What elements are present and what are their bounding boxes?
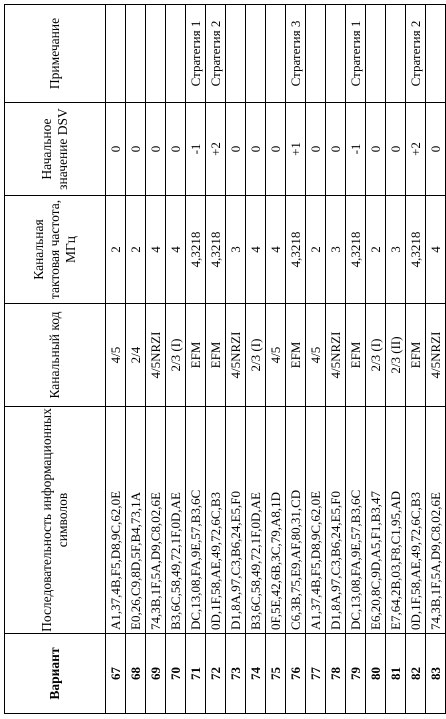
variant-cell: 77 xyxy=(306,634,326,714)
note-cell xyxy=(126,5,146,103)
table-row xyxy=(126,5,146,714)
note-cell xyxy=(246,5,266,103)
header-row xyxy=(5,5,106,714)
channel-code-cell: EFM xyxy=(206,304,226,407)
variant-cell: 71 xyxy=(186,634,206,714)
sequence-cell: B3,6C,58,49,72,1F,0D,AE xyxy=(246,407,266,634)
sequence-cell: A1,37,4B,F5,D8,9C,62,0E xyxy=(306,407,326,634)
clock-frequency-cell: 3 xyxy=(386,196,406,304)
variant-cell: 69 xyxy=(146,634,166,714)
clock-frequency-cell: 4,3218 xyxy=(346,196,366,304)
table-row xyxy=(326,5,346,714)
table-row xyxy=(306,5,326,714)
table-row xyxy=(266,5,286,714)
initial-dsv-cell: 0 xyxy=(366,103,386,196)
variant-cell: 80 xyxy=(366,634,386,714)
table-row xyxy=(346,5,366,714)
sequence-cell: E6,20,8C,9D,A5,F1,B3,47 xyxy=(366,407,386,634)
initial-dsv-cell: 0 xyxy=(146,103,166,196)
channel-code-cell: 2/4 xyxy=(126,304,146,407)
sequence-cell: DC,13,08,FA,9E,57,B3,6C xyxy=(346,407,366,634)
table-row xyxy=(246,5,266,714)
variant-cell: 70 xyxy=(166,634,186,714)
clock-frequency-cell: 4,3218 xyxy=(186,196,206,304)
channel-code-cell: 4/5 xyxy=(106,304,126,407)
initial-dsv-cell: 0 xyxy=(386,103,406,196)
initial-dsv-cell: 0 xyxy=(426,103,446,196)
clock-frequency-cell: 4 xyxy=(166,196,186,304)
variants-table xyxy=(4,4,446,714)
channel-code-cell: 2/3 (I) xyxy=(166,304,186,407)
sequence-cell: 0F,5E,42,6B,3C,79,A8,1D xyxy=(266,407,286,634)
variant-cell: 79 xyxy=(346,634,366,714)
table-row xyxy=(206,5,226,714)
table-row xyxy=(406,5,426,714)
initial-dsv-cell: 0 xyxy=(266,103,286,196)
channel-code-cell: 4/5 xyxy=(266,304,286,407)
clock-frequency-cell: 4 xyxy=(266,196,286,304)
sequence-cell: E7,64,2B,03,F8,C1,95,AD xyxy=(386,407,406,634)
note-cell xyxy=(326,5,346,103)
clock-frequency-cell: 4 xyxy=(146,196,166,304)
note-cell: Стратегия 1 xyxy=(186,5,206,103)
sequence-cell: C6,3B,75,E9,AF,80,31,CD xyxy=(286,407,306,634)
table-row xyxy=(366,5,386,714)
channel-code-cell: EFM xyxy=(406,304,426,407)
variant-cell: 76 xyxy=(286,634,306,714)
note-cell: Стратегия 2 xyxy=(206,5,226,103)
channel-code-cell: EFM xyxy=(346,304,366,407)
table-row xyxy=(386,5,406,714)
table-row xyxy=(106,5,126,714)
sequence-cell: 0D,1F,58,AE,49,72,6C,B3 xyxy=(206,407,226,634)
clock-frequency-cell: 2 xyxy=(306,196,326,304)
variant-cell: 83 xyxy=(426,634,446,714)
sequence-cell: E0,26,C9,8D,5F,B4,73,1A xyxy=(126,407,146,634)
initial-dsv-cell: 0 xyxy=(126,103,146,196)
header-note: Примечание xyxy=(5,5,106,103)
initial-dsv-cell: 0 xyxy=(226,103,246,196)
channel-code-cell: 4/5NRZI xyxy=(326,304,346,407)
variant-cell: 74 xyxy=(246,634,266,714)
sequence-cell: 74,3B,1F,5A,D9,C8,02,6E xyxy=(146,407,166,634)
variant-cell: 68 xyxy=(126,634,146,714)
channel-code-cell: 4/5NRZI xyxy=(226,304,246,407)
clock-frequency-cell: 4,3218 xyxy=(406,196,426,304)
initial-dsv-cell: +2 xyxy=(206,103,226,196)
variant-cell: 81 xyxy=(386,634,406,714)
sequence-cell: B3,6C,58,49,72,1F,0D,AE xyxy=(166,407,186,634)
note-cell xyxy=(426,5,446,103)
note-cell xyxy=(166,5,186,103)
note-cell xyxy=(366,5,386,103)
note-cell xyxy=(266,5,286,103)
clock-frequency-cell: 2 xyxy=(106,196,126,304)
header-initial-dsv: Начальное значение DSV xyxy=(5,103,106,196)
channel-code-cell: 4/5NRZI xyxy=(146,304,166,407)
clock-frequency-cell: 4,3218 xyxy=(286,196,306,304)
initial-dsv-cell: 0 xyxy=(306,103,326,196)
initial-dsv-cell: 0 xyxy=(106,103,126,196)
note-cell xyxy=(146,5,166,103)
table-row xyxy=(166,5,186,714)
clock-frequency-cell: 3 xyxy=(226,196,246,304)
sequence-cell: DC,13,08,FA,9E,57,B3,6C xyxy=(186,407,206,634)
initial-dsv-cell: -1 xyxy=(186,103,206,196)
initial-dsv-cell: 0 xyxy=(326,103,346,196)
note-cell xyxy=(106,5,126,103)
variant-cell: 72 xyxy=(206,634,226,714)
header-channel-code: Канальный код xyxy=(5,304,106,407)
sequence-cell: 74,3B,1F,5A,D9,C8,02,6E xyxy=(426,407,446,634)
sequence-cell: D1,8A,97,C3,B6,24,E5,F0 xyxy=(226,407,246,634)
variant-cell: 78 xyxy=(326,634,346,714)
table-row xyxy=(426,5,446,714)
table-row xyxy=(226,5,246,714)
note-cell: Стратегия 3 xyxy=(286,5,306,103)
header-variant: Вариант xyxy=(5,634,106,714)
header-clock-frequency: Канальная тактовая частота, МГц xyxy=(5,196,106,304)
channel-code-cell: EFM xyxy=(186,304,206,407)
channel-code-cell: 2/3 (I) xyxy=(246,304,266,407)
clock-frequency-cell: 4 xyxy=(426,196,446,304)
channel-code-cell: 2/3 (II) xyxy=(386,304,406,407)
channel-code-cell: 4/5 xyxy=(306,304,326,407)
note-cell xyxy=(226,5,246,103)
table-row xyxy=(146,5,166,714)
clock-frequency-cell: 2 xyxy=(126,196,146,304)
variant-cell: 82 xyxy=(406,634,426,714)
channel-code-cell: EFM xyxy=(286,304,306,407)
initial-dsv-cell: 0 xyxy=(166,103,186,196)
clock-frequency-cell: 4 xyxy=(246,196,266,304)
sequence-cell: D1,8A,97,C3,B6,24,E5,F0 xyxy=(326,407,346,634)
variant-cell: 73 xyxy=(226,634,246,714)
clock-frequency-cell: 4,3218 xyxy=(206,196,226,304)
initial-dsv-cell: +1 xyxy=(286,103,306,196)
note-cell: Стратегия 1 xyxy=(346,5,366,103)
variant-cell: 75 xyxy=(266,634,286,714)
table-row xyxy=(286,5,306,714)
note-cell: Стратегия 2 xyxy=(406,5,426,103)
note-cell xyxy=(386,5,406,103)
table-row xyxy=(186,5,206,714)
header-sequence: Последовательность информационных символов xyxy=(5,407,106,634)
sequence-cell: A1,37,4B,F5,D8,9C,62,0E xyxy=(106,407,126,634)
sequence-cell: 0D,1F,58,AE,49,72,6C,B3 xyxy=(406,407,426,634)
note-cell xyxy=(306,5,326,103)
variant-cell: 67 xyxy=(106,634,126,714)
initial-dsv-cell: 0 xyxy=(246,103,266,196)
channel-code-cell: 2/3 (I) xyxy=(366,304,386,407)
initial-dsv-cell: -1 xyxy=(346,103,366,196)
clock-frequency-cell: 2 xyxy=(366,196,386,304)
channel-code-cell: 4/5NRZI xyxy=(426,304,446,407)
initial-dsv-cell: +2 xyxy=(406,103,426,196)
clock-frequency-cell: 3 xyxy=(326,196,346,304)
